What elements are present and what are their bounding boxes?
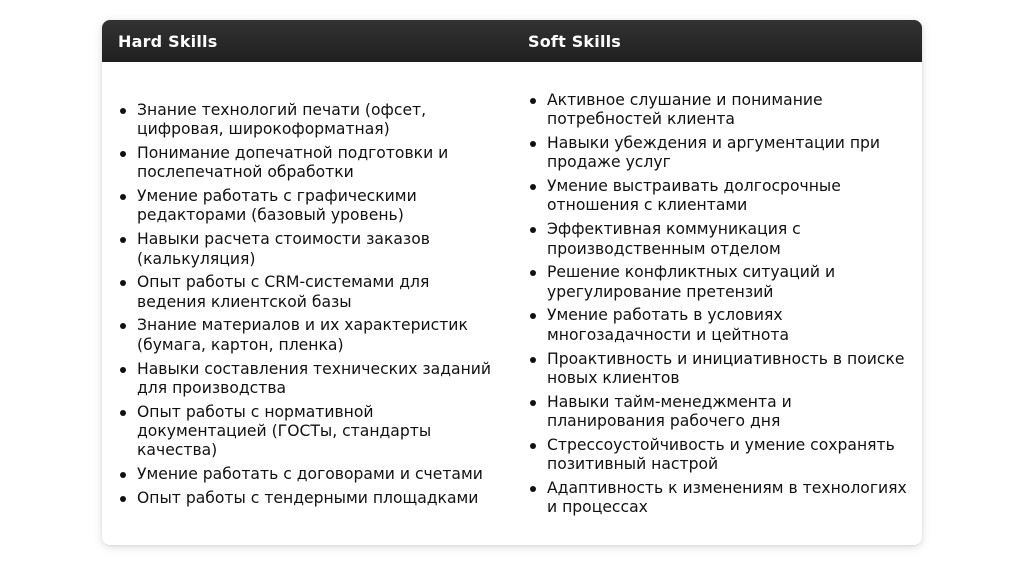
hard-skill-list-item xyxy=(137,360,498,399)
soft-skill-item-text: Умение работать в условиях многозадачности и цейтнота xyxy=(547,306,790,344)
hard-skill-item-text: Знание материалов и их характеристик (бумага, картон, пленка) xyxy=(137,316,468,354)
bullet-icon xyxy=(530,443,536,449)
hard-skill-item-text: Навыки расчета стоимости заказов (калькуляция) xyxy=(137,230,430,268)
bullet-icon xyxy=(530,486,536,492)
hard-skill-item-text: Опыт работы с нормативной документацией (ГОСТы, стандарты качества) xyxy=(137,402,432,460)
bullet-icon xyxy=(530,313,536,319)
soft-skill-item-text: Эффективная коммуникация с производственным отделом xyxy=(547,220,801,258)
soft-skills-list xyxy=(547,91,912,517)
soft-skill-item-text: Активное слушание и понимание потребностей клиента xyxy=(547,91,823,129)
hard-skill-item-text: Опыт работы с тендерными площадками xyxy=(137,488,479,507)
soft-skill-list-item xyxy=(547,350,912,389)
hard-skill-item-text: Умение работать с графическими редакторами (базовый уровень) xyxy=(137,187,417,225)
hard-skill-list-item xyxy=(137,230,498,269)
bullet-icon xyxy=(120,194,126,200)
soft-skills-header: Soft Skills xyxy=(528,32,622,51)
soft-skill-list-item xyxy=(547,91,912,130)
soft-skill-list-item xyxy=(547,177,912,216)
bullet-icon xyxy=(120,108,126,114)
bullet-icon xyxy=(120,237,126,243)
soft-skill-item-text: Решение конфликтных ситуаций и урегулирование претензий xyxy=(547,263,836,301)
bullet-icon xyxy=(120,367,126,373)
soft-skill-list-item xyxy=(547,263,912,302)
hard-skills-column xyxy=(102,62,512,513)
bullet-icon xyxy=(120,151,126,157)
bullet-icon xyxy=(530,400,536,406)
table-header xyxy=(102,20,922,62)
soft-skill-list-item xyxy=(547,436,912,475)
soft-skill-item-text: Умение выстраивать долгосрочные отношения с клиентами xyxy=(547,177,841,215)
soft-skill-item-text: Проактивность и инициативность в поиске новых клиентов xyxy=(547,349,905,387)
bullet-icon xyxy=(120,323,126,329)
hard-skills-list xyxy=(137,101,498,508)
hard-skill-list-item xyxy=(137,187,498,226)
bullet-icon xyxy=(120,280,126,286)
hard-skill-list-item xyxy=(137,101,498,140)
hard-skill-list-item xyxy=(137,489,498,508)
hard-skill-item-text: Понимание допечатной подготовки и послепечатной обработки xyxy=(137,144,449,182)
skills-table xyxy=(102,20,922,545)
hard-skill-item-text: Опыт работы с CRM-системами для ведения клиентской базы xyxy=(137,273,430,311)
hard-skills-header: Hard Skills xyxy=(118,32,218,51)
soft-skill-list-item xyxy=(547,479,912,518)
bullet-icon xyxy=(530,270,536,276)
soft-skill-item-text: Стрессоустойчивость и умение сохранять позитивный настрой xyxy=(547,435,895,474)
soft-skill-list-item xyxy=(547,220,912,259)
hard-skill-item-text: Знание технологий печати (офсет, цифровая, широкоформатная) xyxy=(137,101,427,139)
soft-skills-column xyxy=(512,62,922,522)
soft-skill-item-text: Навыки убеждения и аргументации при продаже услуг xyxy=(547,134,881,172)
hard-skill-item-text: Умение работать с договорами и счетами xyxy=(137,465,483,484)
hard-skill-list-item xyxy=(137,316,498,355)
bullet-icon xyxy=(530,141,536,147)
hard-skill-item-text: Навыки составления технических заданий для производства xyxy=(137,359,492,397)
bullet-icon xyxy=(530,184,536,190)
bullet-icon xyxy=(530,227,536,233)
bullet-icon xyxy=(120,496,126,502)
hard-skill-list-item xyxy=(137,144,498,183)
soft-skill-list-item xyxy=(547,306,912,345)
soft-skill-list-item xyxy=(547,134,912,173)
hard-skill-list-item xyxy=(137,403,498,461)
bullet-icon xyxy=(530,98,536,104)
bullet-icon xyxy=(120,472,126,478)
table-body xyxy=(102,62,922,522)
bullet-icon xyxy=(120,410,126,416)
bullet-icon xyxy=(530,357,536,363)
hard-skill-list-item xyxy=(137,273,498,312)
hard-skill-list-item xyxy=(137,465,498,484)
soft-skill-item-text: Адаптивность к изменениям в технологиях и процессах xyxy=(547,478,907,517)
soft-skill-item-text: Навыки тайм-менеджмента и планирования рабочего дня xyxy=(547,392,792,430)
soft-skill-list-item xyxy=(547,393,912,432)
